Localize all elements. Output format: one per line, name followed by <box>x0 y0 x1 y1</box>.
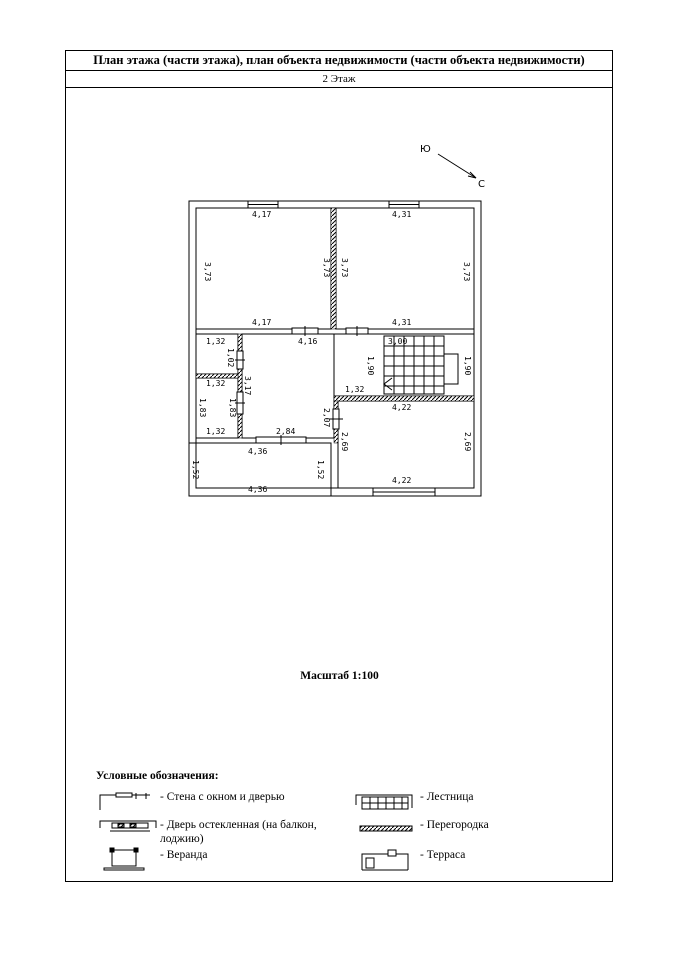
legend-title: Условные обозначения: <box>96 770 219 782</box>
legend-glass-door-label: - Дверь остекленная (на балкон, лоджию) <box>160 819 317 845</box>
legend-glass-door-symbol <box>100 821 156 831</box>
dim-small2-left: 1,83 <box>198 398 207 418</box>
windows <box>248 201 435 496</box>
dim-r4-right: 1,52 <box>316 460 325 480</box>
dim-small2-bottom: 1,32 <box>206 427 226 436</box>
dim-r2-bottom: 4,31 <box>392 318 412 327</box>
room-2 <box>336 208 474 329</box>
dim-hall-bottom: 2,84 <box>276 427 296 436</box>
dim-stair-right: 1,90 <box>463 356 472 376</box>
dim-r4-bottom: 4,36 <box>248 485 268 494</box>
legend-stairs-symbol <box>356 795 412 809</box>
floor-label: 2 Этаж <box>66 71 612 88</box>
dim-r1-right: 3,73 <box>322 258 331 278</box>
dim-small2-top: 1,32 <box>206 379 226 388</box>
document-title: План этажа (части этажа), план объекта недвижимости (части объекта недвижимости) <box>66 51 612 71</box>
dim-r3-bottom: 4,22 <box>392 476 412 485</box>
legend-partition-symbol <box>360 826 412 831</box>
dim-r4-top: 4,36 <box>248 447 268 456</box>
legend-wall-symbol <box>100 793 150 810</box>
dim-small1-side: 1,02 <box>226 348 235 368</box>
legend-partition-label: - Перегородка <box>420 819 489 831</box>
legend-wall-label: - Стена с окном и дверью <box>160 791 285 803</box>
dim-stair-top: 3,00 <box>388 337 408 346</box>
room-1 <box>196 208 331 329</box>
dim-r2-left: 3,73 <box>340 258 349 278</box>
dim-r1-left: 3,73 <box>203 262 212 282</box>
dim-small1-top: 1,32 <box>206 337 226 346</box>
dim-hall-top: 4,16 <box>298 337 318 346</box>
dim-r3-right: 2,69 <box>463 432 472 452</box>
dim-stair-left: 1,90 <box>366 356 375 376</box>
scale-label: Масштаб 1:100 <box>300 670 379 682</box>
dim-r3-top: 4,22 <box>392 403 412 412</box>
dim-hall-mid: 1,32 <box>345 385 365 394</box>
legend-terrace-symbol <box>362 850 408 870</box>
compass-north-label: Ю <box>420 144 431 155</box>
compass <box>420 144 485 190</box>
dim-small2-right: 1,83 <box>228 398 237 418</box>
legend-terrace-label: - Терраса <box>420 849 466 861</box>
legend-veranda-symbol <box>104 848 144 870</box>
dim-r4-left: 1,52 <box>191 460 200 480</box>
legend-veranda-label: - Веранда <box>160 849 208 861</box>
dim-r2-right: 3,73 <box>462 262 471 282</box>
room-3 <box>338 401 474 488</box>
compass-south-label: С <box>478 179 485 190</box>
dim-r2-top: 4,31 <box>392 210 412 219</box>
dim-r1-top: 4,17 <box>252 210 272 219</box>
dim-hall-side: 3,17 <box>243 376 252 396</box>
dim-hall-right: 2,07 <box>322 408 331 428</box>
legend-stairs-label: - Лестница <box>420 791 474 803</box>
hall <box>242 334 334 438</box>
dim-r3-left: 2,69 <box>340 432 349 452</box>
dim-r1-bottom: 4,17 <box>252 318 272 327</box>
